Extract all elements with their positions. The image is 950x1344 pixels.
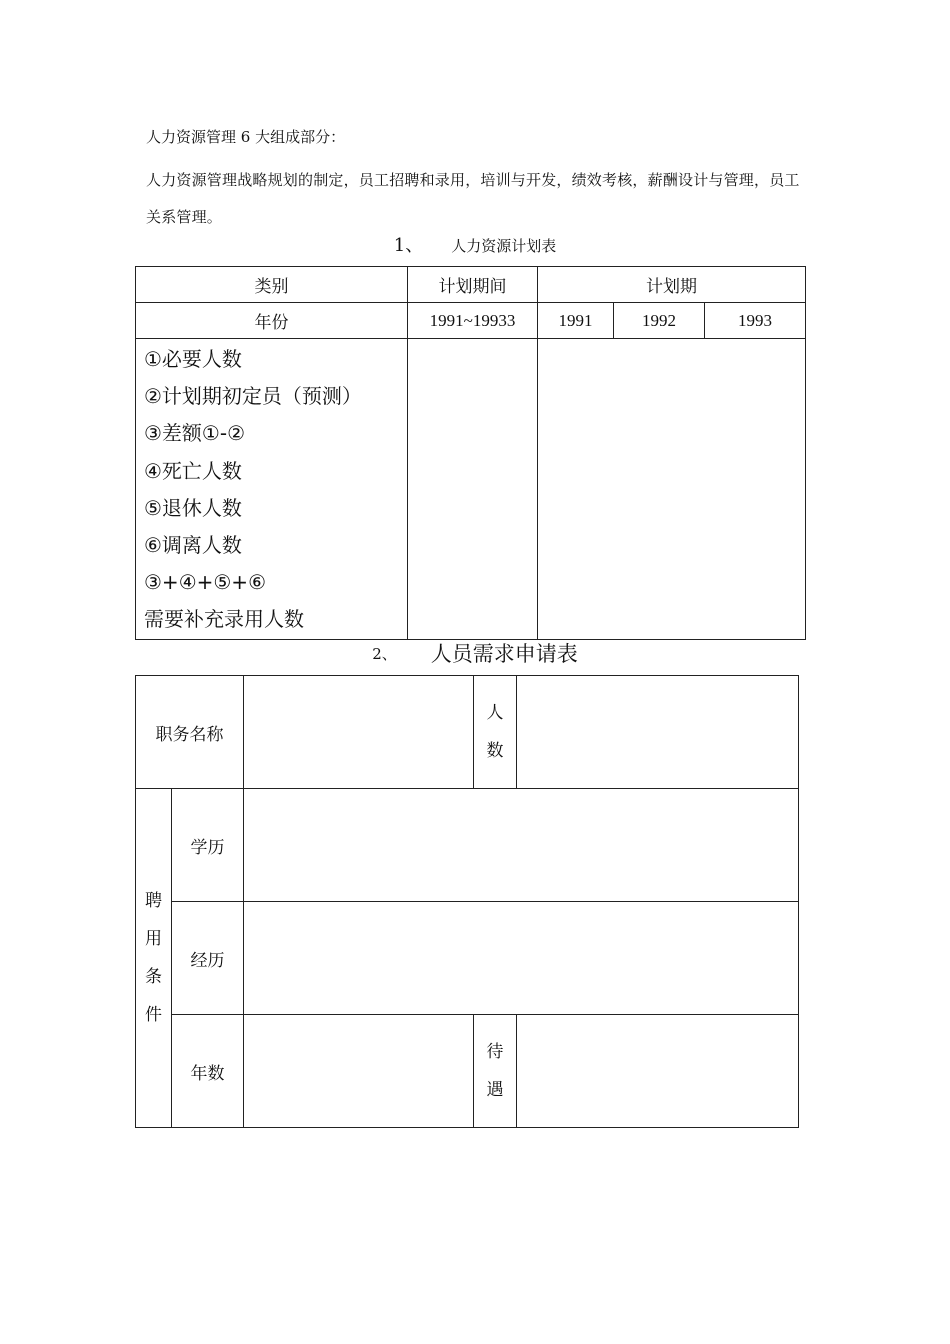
- section-1-title: 人力资源计划表: [451, 237, 557, 255]
- education-label: 学历: [172, 789, 244, 902]
- list-item: ④死亡人数: [144, 458, 242, 483]
- list-item: ①必要人数: [144, 347, 242, 371]
- list-item: 需要补充录用人数: [144, 607, 304, 632]
- section-1-number: 1、: [393, 235, 424, 256]
- intro-heading: 人力资源管理 6 大组成部分：: [146, 128, 346, 146]
- header-category: 类别: [136, 267, 408, 303]
- list-item: ⑤退休人数: [144, 495, 242, 520]
- table-row: [136, 339, 806, 640]
- table-row: [136, 303, 806, 339]
- year-1991: 1991: [538, 303, 614, 339]
- treatment-value: [517, 1015, 799, 1128]
- treatment-label: 待遇: [474, 1015, 517, 1128]
- section-2-number: 2、: [372, 645, 397, 663]
- staff-request-table: [135, 675, 799, 1128]
- header-planned-period: 计划期间: [408, 267, 538, 303]
- intro-paragraph: 人力资源管理战略规划的制定，员工招聘和录用，培训与开发，绩效考核，薪酬设计与管理，员工关系管理。: [146, 171, 800, 226]
- headcount-value: [517, 676, 799, 789]
- years-value: [244, 1015, 474, 1128]
- header-plan-period: 计划期: [538, 267, 806, 303]
- section-1-heading: [0, 231, 950, 257]
- hr-plan-table: [135, 266, 806, 640]
- list-item: ②计划期初定员（预测）: [144, 384, 362, 409]
- experience-label: 经历: [172, 902, 244, 1015]
- year-range: 1991~19933: [408, 303, 538, 339]
- planned-period-cell: [408, 339, 538, 640]
- table-row: [136, 267, 806, 303]
- section-2-heading: [0, 638, 950, 668]
- years-label: 年数: [172, 1015, 244, 1128]
- table-row: [136, 789, 799, 902]
- section-2-title: 人员需求申请表: [430, 642, 578, 666]
- list-item: ⑥调离人数: [144, 532, 242, 557]
- experience-value: [244, 902, 799, 1015]
- list-item: ③+④+⑤+⑥: [144, 570, 266, 595]
- table-row: [136, 676, 799, 789]
- list-item: ③差额①-②: [144, 421, 246, 446]
- headcount-label: 人数: [474, 676, 517, 789]
- year-label: 年份: [136, 303, 408, 339]
- items-cell: [136, 339, 408, 640]
- conditions-label: 聘用条件: [136, 789, 172, 1128]
- position-name-value: [244, 676, 474, 789]
- year-1992: 1992: [614, 303, 705, 339]
- year-1993: 1993: [705, 303, 806, 339]
- table-row: [136, 902, 799, 1015]
- plan-period-cell: [538, 339, 806, 640]
- position-name-label: 职务名称: [136, 676, 244, 789]
- table-row: [136, 1015, 799, 1128]
- education-value: [244, 789, 799, 902]
